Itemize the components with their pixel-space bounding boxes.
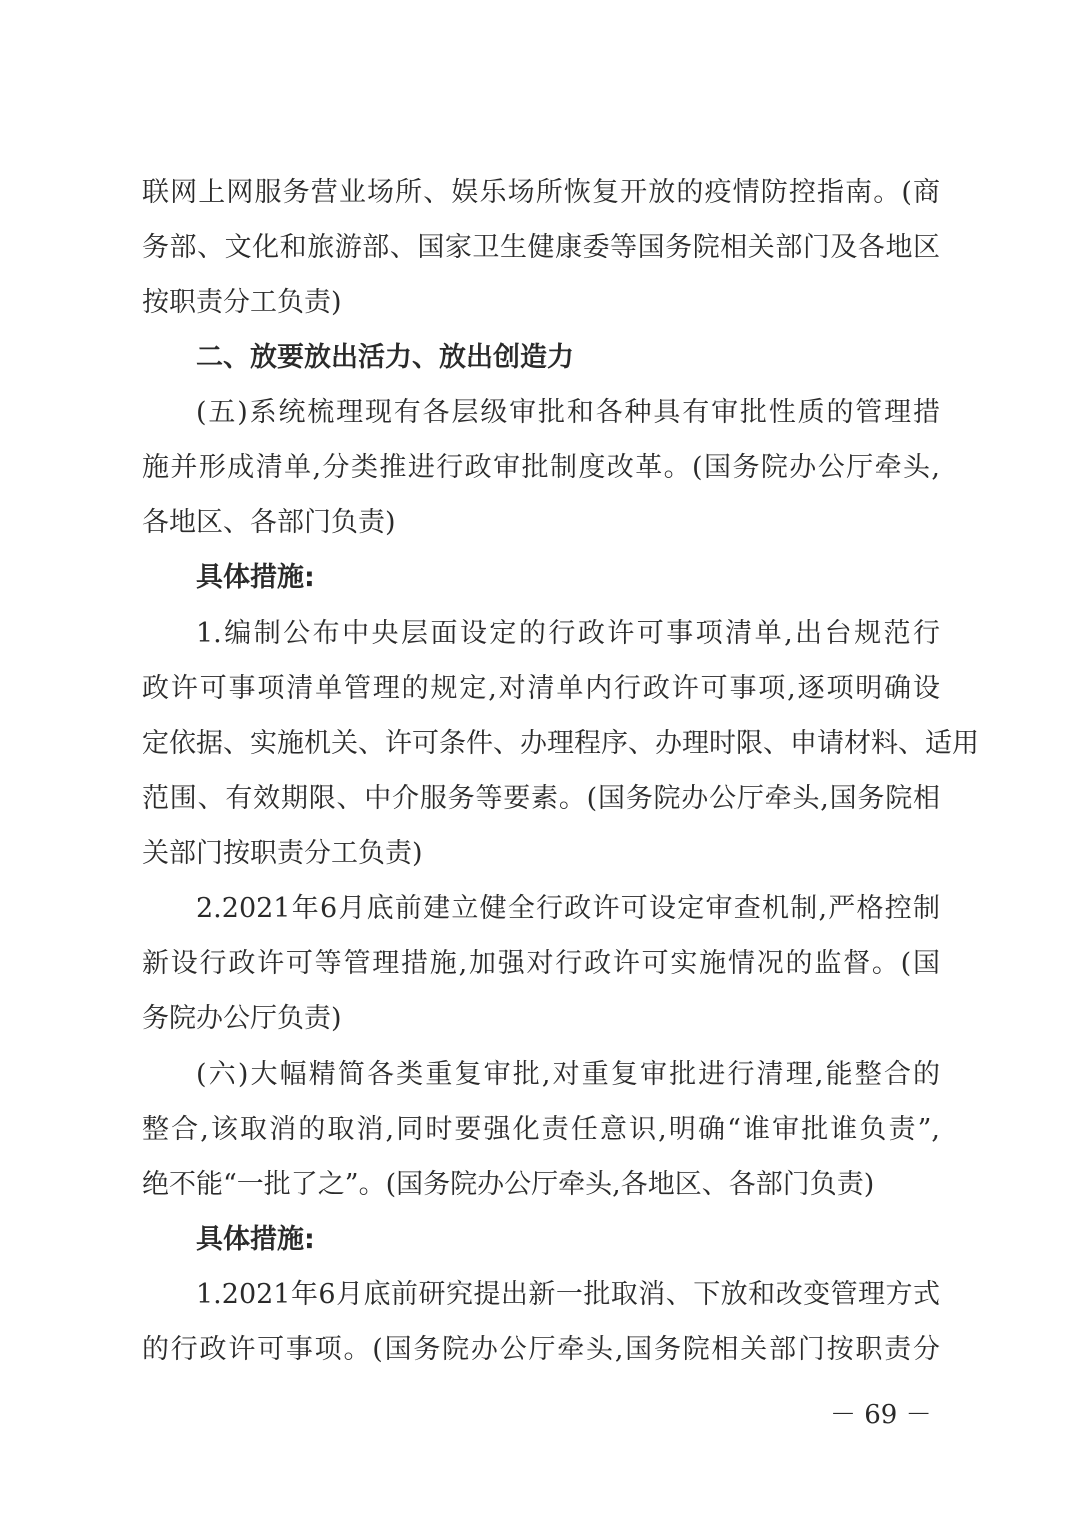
measures-heading: 具体措施: bbox=[196, 1224, 315, 1255]
paragraph-line: 2.2021年6月底前建立健全行政许可设定审查机制,严格控制 bbox=[196, 893, 940, 924]
paragraph-line: 各地区、各部门负责) bbox=[142, 507, 396, 538]
paragraph-line: 定依据、实施机关、许可条件、办理程序、办理时限、申请材料、适用 bbox=[142, 728, 979, 759]
paragraph-line: 范围、有效期限、中介服务等要素。(国务院办公厅牵头,国务院相 bbox=[142, 783, 940, 814]
paragraph-line: 新设行政许可等管理措施,加强对行政许可实施情况的监督。(国 bbox=[142, 948, 940, 979]
section-heading: 二、放要放出活力、放出创造力 bbox=[196, 342, 574, 373]
paragraph-line: 政许可事项清单管理的规定,对清单内行政许可事项,逐项明确设 bbox=[142, 673, 940, 704]
paragraph-line: 按职责分工负责) bbox=[142, 287, 342, 318]
paragraph-line: 联网上网服务营业场所、娱乐场所恢复开放的疫情防控指南。(商 bbox=[142, 177, 940, 208]
paragraph-line: 整合,该取消的取消,同时要强化责任意识,明确“谁审批谁负责”, bbox=[142, 1114, 940, 1145]
paragraph-line: 施并形成清单,分类推进行政审批制度改革。(国务院办公厅牵头, bbox=[142, 452, 940, 483]
paragraph-line: 1.编制公布中央层面设定的行政许可事项清单,出台规范行 bbox=[196, 618, 940, 649]
paragraph-line: 务部、文化和旅游部、国家卫生健康委等国务院相关部门及各地区 bbox=[142, 232, 940, 263]
measures-heading: 具体措施: bbox=[196, 562, 315, 593]
page-number: － 69 － bbox=[830, 1400, 932, 1430]
paragraph-line: 1.2021年6月底前研究提出新一批取消、下放和改变管理方式 bbox=[196, 1279, 940, 1310]
paragraph-line: 关部门按职责分工负责) bbox=[142, 838, 423, 869]
paragraph-line: 务院办公厅负责) bbox=[142, 1003, 342, 1034]
paragraph-line: (五)系统梳理现有各层级审批和各种具有审批性质的管理措 bbox=[196, 397, 940, 428]
paragraph-line: 的行政许可事项。(国务院办公厅牵头,国务院相关部门按职责分 bbox=[142, 1334, 940, 1365]
paragraph-line: 绝不能“一批了之”。(国务院办公厅牵头,各地区、各部门负责) bbox=[142, 1169, 875, 1200]
paragraph-line: (六)大幅精简各类重复审批,对重复审批进行清理,能整合的 bbox=[196, 1059, 940, 1090]
